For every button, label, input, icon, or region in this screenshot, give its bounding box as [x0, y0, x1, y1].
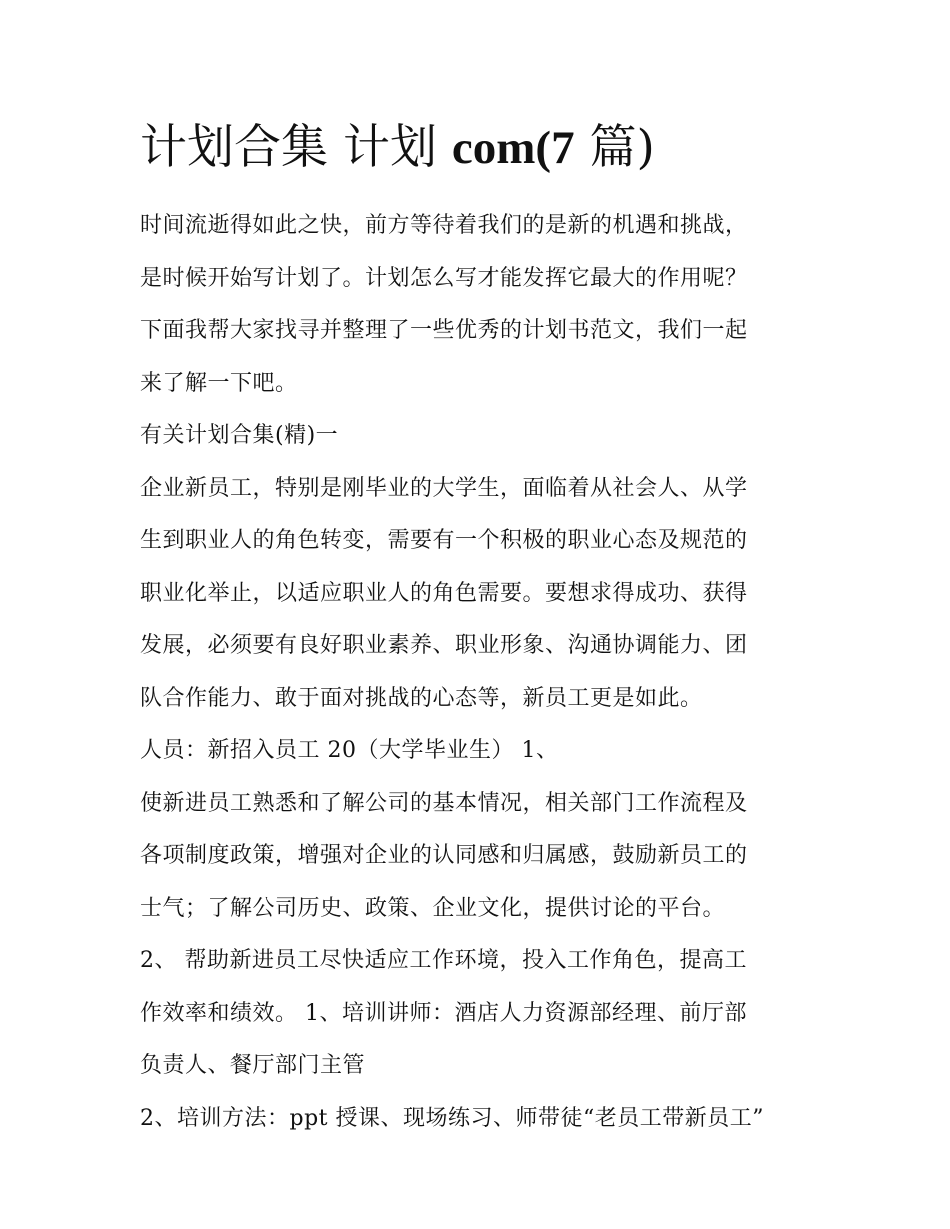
- body-line-9: 发展，必须要有良好职业素养、职业形象、沟通协调能力、团: [140, 633, 748, 658]
- body-line-13: 各项制度政策，增强对企业的认同感和归属感，鼓励新员工的: [140, 843, 748, 868]
- body-line-6: 企业新员工，特别是刚毕业的大学生，面临着从社会人、从学: [140, 475, 748, 501]
- document-title: [140, 118, 820, 178]
- document-body: [140, 200, 820, 1145]
- document-page: [140, 118, 820, 1145]
- section-heading: 有关计划合集(精)一: [140, 423, 339, 448]
- body-line-3: 下面我帮大家找寻并整理了一些优秀的计划书范文，我们一起: [140, 318, 748, 343]
- title-part-2: com(7: [451, 122, 575, 174]
- body-line-8: 职业化举止，以适应职业人的角色需要。要想求得成功、获得: [140, 580, 748, 606]
- body-line-15: 2、 帮助新进员工尽快适应工作环境，投入工作角色，提高工: [140, 948, 747, 973]
- body-line-12: 使新进员工熟悉和了解公司的基本情况，相关部门工作流程及: [140, 790, 748, 816]
- body-line-1: 时间流逝得如此之快，前方等待着我们的是新的机遇和挑战，: [140, 213, 748, 238]
- body-line-7: 生到职业人的角色转变，需要有一个积极的职业心态及规范的: [140, 528, 748, 553]
- body-line-16: 作效率和绩效。 1、培训讲师：酒店人力资源部经理、前厅部: [140, 1000, 747, 1026]
- title-part-3: 篇): [574, 120, 655, 175]
- body-line-2: 是时候开始写计划了。计划怎么写才能发挥它最大的作用呢？: [140, 265, 748, 291]
- body-line-10: 队合作能力、敢于面对挑战的心态等，新员工更是如此。: [140, 685, 703, 711]
- body-line-17: 负责人、餐厅部门主管: [140, 1053, 366, 1078]
- body-line-11: 人员：新招入员工 20（大学毕业生） 1、: [140, 738, 559, 763]
- body-line-18: 2、培训方法：ppt 授课、现场练习、师带徒“老员工带新员工”: [140, 1105, 764, 1131]
- body-line-14: 士气；了解公司历史、政策、企业文化，提供讨论的平台。: [140, 895, 726, 921]
- title-part-1: 计划合集 计划: [140, 120, 437, 175]
- body-line-4: 来了解一下吧。: [140, 370, 298, 396]
